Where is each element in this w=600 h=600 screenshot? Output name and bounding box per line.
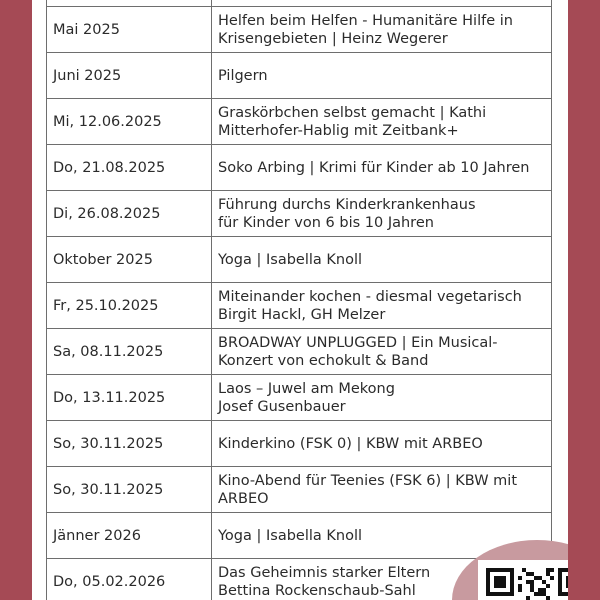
event-date: Jänner 2026 — [47, 513, 212, 559]
event-title: Soko Arbing | Krimi für Kinder ab 10 Jahren — [212, 145, 552, 191]
event-date: Do, 05.02.2026 — [47, 559, 212, 600]
event-title: Yoga | Isabella Knoll — [212, 237, 552, 283]
qr-code-icon[interactable] — [478, 560, 568, 600]
event-title: Yoga | Isabella Knoll — [212, 513, 552, 559]
event-row — [47, 375, 552, 421]
event-row — [47, 99, 552, 145]
event-title: Kinderkino (FSK 0) | KBW mit ARBEO — [212, 421, 552, 467]
event-date: Juni 2025 — [47, 53, 212, 99]
event-date: Di, 26.08.2025 — [47, 191, 212, 237]
event-date: Do, 21.08.2025 — [47, 145, 212, 191]
event-row — [47, 283, 552, 329]
event-row — [47, 53, 552, 99]
event-title: BROADWAY UNPLUGGED | Ein Musical- Konzert von echokult & Band — [212, 329, 552, 375]
event-title: Kino-Abend für Teenies (FSK 6) | KBW mit ARBEO — [212, 467, 552, 513]
event-row — [47, 191, 552, 237]
event-title: Graskörbchen selbst gemacht | Kathi Mitterhofer-Hablig mit Zeitbank+ — [212, 99, 552, 145]
event-title: Helfen beim Helfen - Humanitäre Hilfe in Krisengebieten | Heinz Wegerer — [212, 7, 552, 53]
event-row — [47, 513, 552, 559]
event-title: Pilgern — [212, 53, 552, 99]
event-row — [47, 145, 552, 191]
event-title: Miteinander kochen - diesmal vegetarisch Birgit Hackl, GH Melzer — [212, 283, 552, 329]
event-title: Das Geheimnis starker Eltern Bettina Rockenschaub-Sahl — [212, 559, 552, 600]
event-date: Mai 2025 — [47, 7, 212, 53]
event-row — [47, 237, 552, 283]
event-date: Mi, 12.06.2025 — [47, 99, 212, 145]
event-schedule-sheet — [32, 0, 568, 600]
event-date: So, 30.11.2025 — [47, 421, 212, 467]
event-title: Laos – Juwel am Mekong Josef Gusenbauer — [212, 375, 552, 421]
event-date: Sa, 08.11.2025 — [47, 329, 212, 375]
event-table — [46, 0, 552, 600]
event-date: So, 30.11.2025 — [47, 467, 212, 513]
event-row — [47, 467, 552, 513]
event-title: Führung durchs Kinderkrankenhaus für Kinder von 6 bis 10 Jahren — [212, 191, 552, 237]
event-date: Do, 13.11.2025 — [47, 375, 212, 421]
event-row — [47, 329, 552, 375]
event-row — [47, 7, 552, 53]
event-date: Fr, 25.10.2025 — [47, 283, 212, 329]
event-date: Oktober 2025 — [47, 237, 212, 283]
event-row — [47, 421, 552, 467]
